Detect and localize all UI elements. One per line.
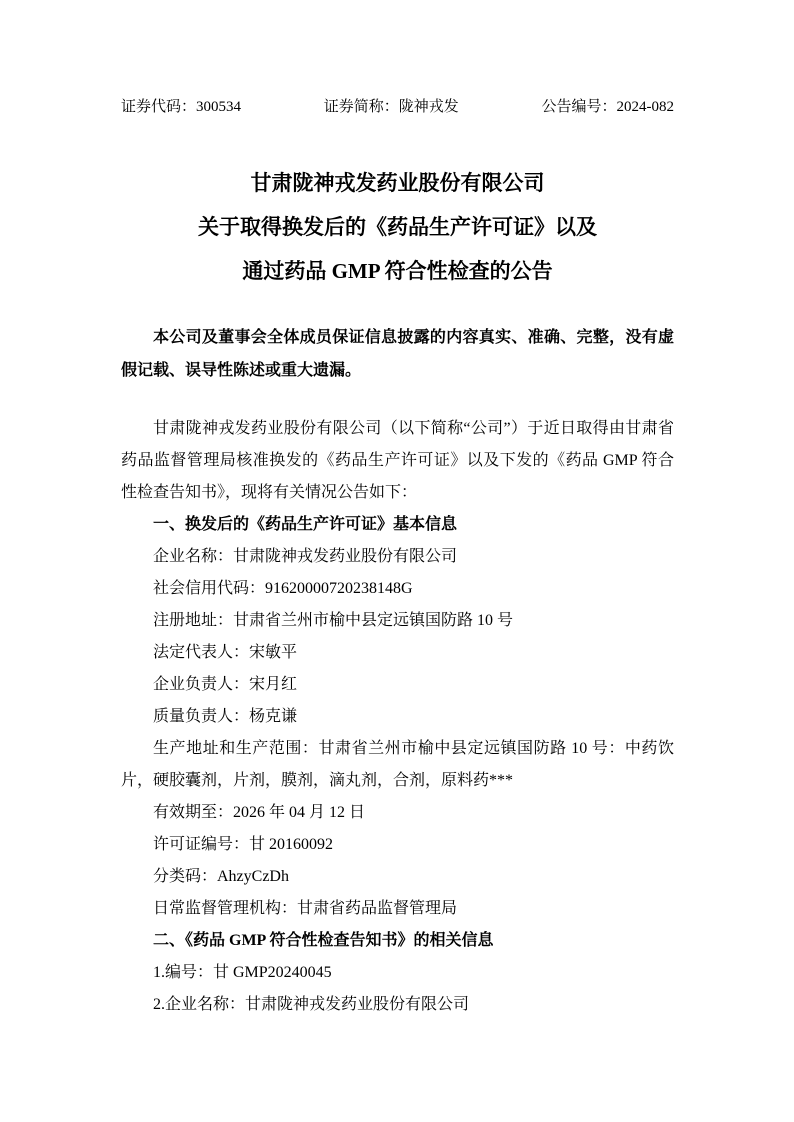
license-item-registered-address: 注册地址：甘肃省兰州市榆中县定远镇国防路 10 号 bbox=[153, 612, 514, 629]
document-title bbox=[121, 161, 674, 293]
license-item-valid-until: 有效期至：2026 年 04 月 12 日 bbox=[153, 804, 366, 821]
license-item-credit-code: 社会信用代码：91620000720238148G bbox=[153, 580, 413, 597]
section2-heading: 二、《药品 GMP 符合性检查告知书》的相关信息 bbox=[153, 932, 494, 949]
gmp-item-number: 1.编号：甘 GMP20240045 bbox=[153, 964, 332, 981]
section1-heading: 一、换发后的《药品生产许可证》基本信息 bbox=[153, 516, 458, 533]
license-item-legal-representative: 法定代表人：宋敏平 bbox=[153, 644, 298, 661]
license-item-supervisory-authority: 日常监督管理机构：甘肃省药品监督管理局 bbox=[153, 900, 458, 917]
document-header bbox=[121, 97, 674, 117]
license-item-production-scope: 生产地址和生产范围：甘肃省兰州市榆中县定远镇国防路 10 号：中药饮片，硬胶囊剂，片剂，膜剂，滴丸剂，合剂，原料药*** bbox=[121, 740, 674, 789]
gmp-item-company-name: 2.企业名称：甘肃陇神戎发药业股份有限公司 bbox=[153, 996, 470, 1013]
title-line-2: 关于取得换发后的《药品生产许可证》以及 bbox=[198, 215, 597, 239]
stock-short-name: 证券简称：陇神戎发 bbox=[323, 99, 459, 115]
disclaimer-statement: 本公司及董事会全体成员保证信息披露的内容真实、准确、完整，没有虚假记载、误导性陈述或重大遗漏。 bbox=[121, 329, 674, 379]
license-item-enterprise-head: 企业负责人：宋月红 bbox=[153, 676, 298, 693]
title-line-1: 甘肃陇神戎发药业股份有限公司 bbox=[250, 171, 545, 195]
license-item-license-number: 许可证编号：甘 20160092 bbox=[153, 836, 334, 853]
stock-code: 证券代码：300534 bbox=[121, 99, 242, 115]
license-item-classification-code: 分类码：AhzyCzDh bbox=[153, 868, 289, 885]
license-item-quality-head: 质量负责人：杨克谦 bbox=[153, 708, 298, 725]
announcement-number: 公告编号：2024-082 bbox=[541, 99, 674, 115]
document-body bbox=[121, 321, 674, 1021]
title-line-3: 通过药品 GMP 符合性检查的公告 bbox=[242, 259, 553, 283]
license-item-company-name: 企业名称：甘肃陇神戎发药业股份有限公司 bbox=[153, 548, 458, 565]
intro-paragraph: 甘肃陇神戎发药业股份有限公司（以下简称“公司”）于近日取得由甘肃省药品监督管理局核准换发的《药品生产许可证》以及下发的《药品 GMP 符合性检查告知书》，现将有关情况公告如下： bbox=[121, 420, 674, 501]
